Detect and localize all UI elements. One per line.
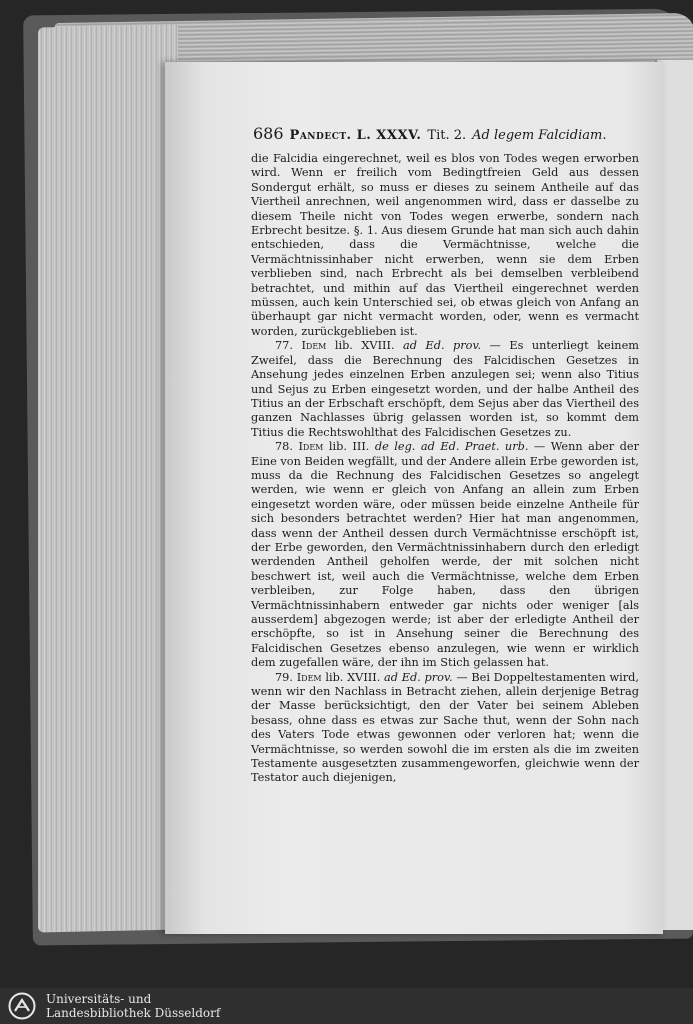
text-run: Idem <box>301 339 327 353</box>
header-title: Pandect. L. XXXV. <box>289 128 422 143</box>
text-run: lib. XVIII. <box>321 670 385 684</box>
library-footer <box>0 988 693 1024</box>
text-run: 78. <box>275 440 299 454</box>
text-run: — Wenn aber der Eine von Beiden wegfällt, und der Andere allein Erbe geworden ist, muss da die Rechnung des Falcidischen Gesetzes so angelegt werden, wie wenn er gleich von Anfang an allein zum Erben eingesetzt worden wäre, oder müssen beide einzelne Antheile für sich besonders betrachtet werden? Hier hat man angenommen, dass wenn der Antheil dessen durch Vermächtnisse erschöpft ist, der Erbe geworden, den Vermächtnissinhabern durch den erledigt werdenden Antheil geholfen werde, der mit solchen nicht beschwert ist, weil auch die Vermächtnisse, welche dem Erben verbleiben, zur Folge haben, dass den übrigen Vermächtnissinhabern entweder gar nichts oder weniger [als ausserdem] abgezogen werde; ist aber der erledigte Antheil der erschöpfte, so ist in Ansehung seiner die Berechnung des Falcidischen Gesetzes ebenso anzulegen, wie wenn er wirklich dem zugefallen wäre, der ihn im Stich gelassen hat. <box>251 440 639 670</box>
text-run: lib. III. <box>323 440 375 454</box>
text-run: die Falcidia eingerechnet, weil es blos von Todes wegen erworben wird. Wenn er freilich vom Bedingtfreien Geld aus dessen Sondergut erhält, so muss er dieses zu seinem Antheile auf das Viertheil anrechnen, weil angenommen wird, dass er dasselbe zu diesem Theile nicht von Todes wegen erwerbe, sondern nach Erbrecht besitze. §. 1. Aus diesem Grunde hat man sich auch dahin entschieden, dass die Vermächtnisse, welche die Vermächtnissinhaber nicht erwerben, wenn sie dem Erben verblieben sind, nach Erbrecht als bei demselben verbleibend betrachtet, und mithin auf das Viertheil eingerechnet werden müssen, auch kein Unterschied sei, ob etwas gleich von Anfang an überhaupt gar nicht vermacht worden, oder, wenn es vermacht worden, zurückgeblieben ist. <box>251 152 639 338</box>
library-name <box>46 992 220 1020</box>
text-run: Idem <box>298 440 324 454</box>
text-run: — Es unterliegt keinem Zweifel, dass die Berechnung des Falcidischen Gesetzes in Ansehung jedes einzelnen Erben anzulegen sei; wenn also Titius und Sejus zu Erben eingesetzt worden, und der halbe Antheil des Titius an der Erbschaft erschöpft, dem Sejus aber das Viertheil des ganzen Nachlasses übrig gelassen worden ist, so kommt dem Titius die Rechtswohlthat des Falcidischen Gesetzes zu. <box>251 339 639 439</box>
paragraph <box>251 440 639 671</box>
running-header <box>253 124 653 143</box>
body-text <box>251 152 639 786</box>
text-run: de leg. ad Ed. Praet. urb. <box>374 440 529 454</box>
text-run: 79. <box>275 670 297 684</box>
text-run: ad Ed. prov. <box>384 670 453 684</box>
page-stack-edge <box>38 25 178 933</box>
library-name-line1: Universitäts- und <box>46 992 152 1006</box>
library-name-line2: Landesbibliothek Düsseldorf <box>46 1006 221 1020</box>
header-tit: Tit. 2. <box>427 128 467 143</box>
paragraph <box>251 671 639 786</box>
book-page <box>165 62 663 934</box>
header-tit-title: Ad legem Falcidiam. <box>472 128 607 143</box>
paragraph <box>251 339 639 440</box>
text-run: ad Ed. prov. <box>403 339 482 353</box>
text-run: 77. <box>275 339 302 353</box>
text-run: — Bei Doppeltestamenten wird, wenn wir den Nachlass in Betracht ziehen, allein derjenige Betrag der Masse berücksichtigt, den der Vater bei seinem Ableben besass, ohne dass es etwas zur Sache thut, wenn der Sohn nach des Vaters Tode etwas gewonnen oder verloren hat; wenn die Vermächtnisse, so werden sowohl die im ersten als die im zweiten Testamente ausgesetzten zusammengeworfen, gleichwie wenn der Testator auch diejenigen, <box>251 670 639 785</box>
ulb-logo-icon <box>8 992 36 1020</box>
text-run: Idem <box>296 670 322 684</box>
text-run: lib. XVIII. <box>326 339 404 353</box>
page-number: 686 <box>253 124 284 143</box>
paragraph <box>251 152 639 339</box>
